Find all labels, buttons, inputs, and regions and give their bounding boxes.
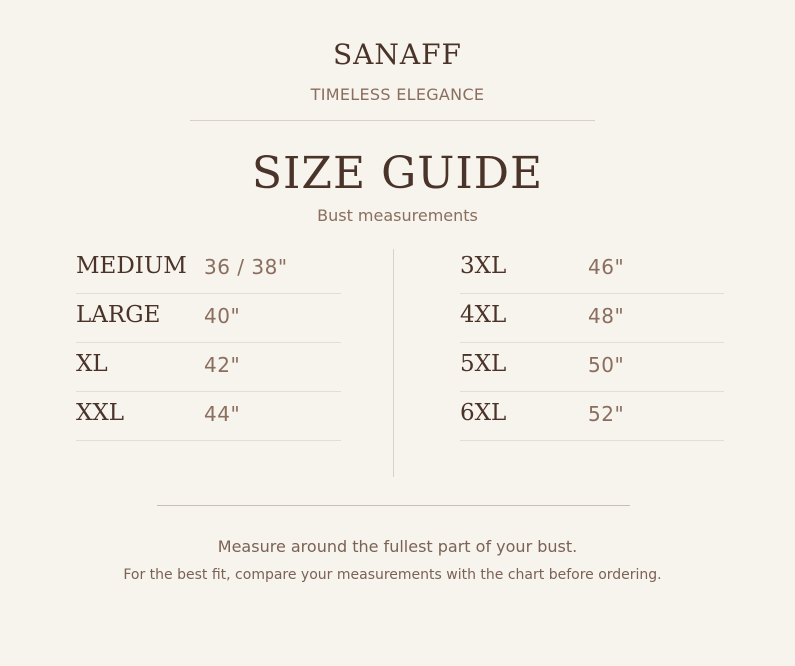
column-divider bbox=[393, 249, 394, 477]
size-row bbox=[76, 392, 341, 441]
size-row bbox=[76, 245, 341, 294]
size-column-left bbox=[76, 245, 341, 441]
size-label: XL bbox=[76, 351, 108, 377]
size-label: 4XL bbox=[460, 302, 507, 328]
size-row bbox=[460, 294, 724, 343]
size-measurement: 42" bbox=[204, 353, 241, 377]
brand-name: SANAFF bbox=[333, 38, 462, 71]
size-row bbox=[460, 343, 724, 392]
size-measurement: 44" bbox=[204, 402, 241, 426]
size-label: LARGE bbox=[76, 302, 161, 328]
page-subtitle: Bust measurements bbox=[317, 206, 478, 225]
size-label: 5XL bbox=[460, 351, 507, 377]
size-row bbox=[460, 392, 724, 441]
measuring-instruction: Measure around the fullest part of your bust. bbox=[217, 537, 578, 556]
size-row bbox=[460, 245, 724, 294]
size-label: MEDIUM bbox=[76, 253, 187, 279]
page-title: SIZE GUIDE bbox=[251, 148, 544, 199]
size-label: XXL bbox=[76, 400, 125, 426]
size-row bbox=[76, 343, 341, 392]
size-measurement: 52" bbox=[588, 402, 625, 426]
size-label: 6XL bbox=[460, 400, 507, 426]
brand-tagline: TIMELESS ELEGANCE bbox=[310, 85, 485, 104]
size-measurement: 46" bbox=[588, 255, 625, 279]
header-divider bbox=[190, 120, 595, 121]
fit-tip: For the best fit, compare your measurements with the chart before ordering. bbox=[123, 567, 662, 583]
size-measurement: 40" bbox=[204, 304, 241, 328]
size-label: 3XL bbox=[460, 253, 507, 279]
size-column-right bbox=[460, 245, 724, 441]
size-measurement: 50" bbox=[588, 353, 625, 377]
size-measurement: 36 / 38" bbox=[204, 255, 288, 279]
size-row bbox=[76, 294, 341, 343]
size-measurement: 48" bbox=[588, 304, 625, 328]
footer-divider bbox=[157, 505, 630, 506]
